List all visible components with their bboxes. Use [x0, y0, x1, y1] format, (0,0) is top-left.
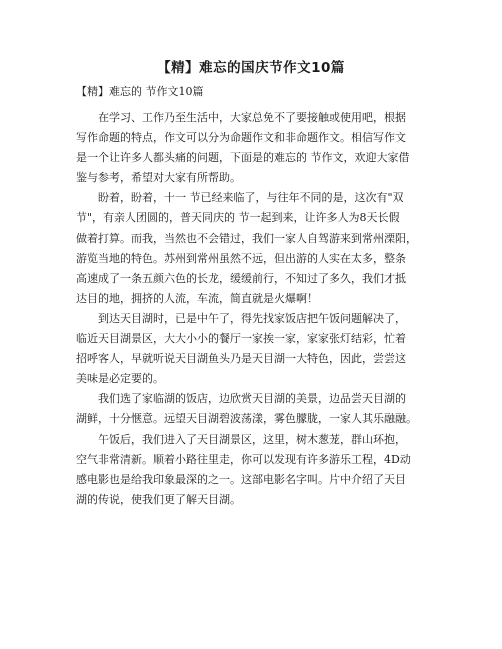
- body-line: 感电影也是给我印象最深的之一。这部电影名字叫。片中介绍了天目: [76, 472, 406, 486]
- body-line: 我们选了家临湖的饭店，边欣赏天目湖的美景，边品尝天目湖的: [98, 392, 406, 406]
- body-line: 临近天目湖景区，大大小小的餐厅一家挨一家，家家张灯结彩，忙着: [76, 332, 406, 346]
- document-title: 【精】难忘的国庆节作文10篇: [157, 60, 345, 76]
- body-line: 节"，有亲人团圆的，普天同庆的 节一起到来，让许多人为8天长假: [76, 211, 400, 225]
- body-line: 是一个让许多人都头痛的问题，下面是的难忘的 节作文，欢迎大家借: [76, 151, 410, 165]
- body-line: 午饭后，我们进入了天目湖景区，这里，树木葱茏，群山环抱，: [98, 432, 406, 446]
- body-line: 招呼客人，早就听说天目湖鱼头乃是天目湖一大特色，因此，尝尝这: [76, 352, 406, 366]
- body-line: 鉴与参考，希望对大家有所帮助。: [76, 171, 241, 185]
- body-line: 湖鲜，十分惬意。远望天目湖碧波荡漾，雾色朦胧，一家人其乐融融。: [76, 412, 417, 426]
- body-line: 空气非常清新。顺着小路往里走，你可以发现有许多游乐工程，4D动: [76, 452, 411, 466]
- body-line: 写作命题的特点，作文可以分为命题作文和非命题作文。相信写作文: [76, 131, 406, 145]
- body-line: 湖的传说，使我们更了解天目湖。: [76, 492, 241, 506]
- document-body: [76, 108, 436, 510]
- body-line: 盼着，盼着，十一 节已经来临了，与往年不同的是，这次有"双: [98, 191, 404, 205]
- body-line: 在学习、工作乃至生活中，大家总免不了要接触或使用吧，根据: [98, 111, 406, 124]
- document-subtitle: 【精】难忘的 节作文10篇: [76, 85, 204, 98]
- body-line: 高速成了一条五颜六色的长龙，缓缓前行，不知过了多久，我们才抵: [76, 271, 406, 285]
- body-line: 到达天目湖时，已是中午了，得先找家饭店把午饭问题解决了，: [98, 311, 406, 325]
- body-line: 做着打算。而我，当然也不会错过，我们一家人自驾游来到常州溧阳，: [76, 231, 417, 245]
- body-line: 游览当地的特色。苏州到常州虽然不远，但出游的人实在太多，整条: [76, 251, 406, 265]
- body-line: 达目的地，拥挤的人流，车流，简直就是火爆啊！: [76, 291, 318, 305]
- body-line: 美味是必定要的。: [76, 372, 164, 386]
